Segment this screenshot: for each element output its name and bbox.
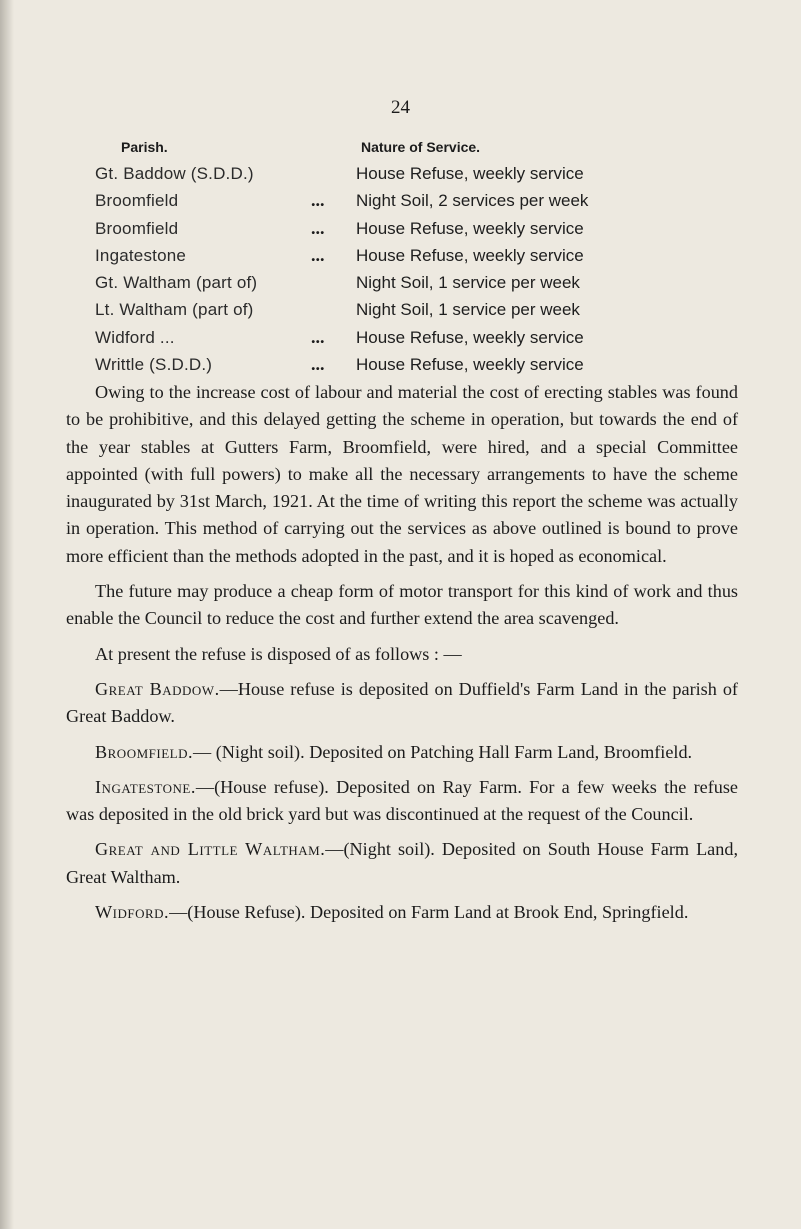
paragraph-stables: Owing to the increase cost of labour and material the cost of erecting stables was found to be prohibitive, and this delayed getting the scheme in operation, but towards the end of the year stables at Gutters Farm, Broomfield, were hired, and a special Committee appointed (with full powers) to make all the necessary arrangements to have the scheme inaugurated by 31st March, 1921. At the time of writing this report the scheme was actually in operation. This method of carrying out the services as above outlined is bound to prove more efficient than the methods adopted in the past, and it is hoped as economical. [66, 382, 738, 566]
parish-cell: Ingatestone [95, 245, 187, 265]
column-header-service: Nature of Service. [361, 139, 481, 155]
leader-dots: ... [311, 244, 325, 265]
leader-dots: ... [311, 190, 325, 211]
parish-cell: Broomfield [95, 191, 179, 211]
parish-cell: Widford ... [95, 327, 175, 347]
table-row [0, 324, 801, 351]
paragraph-text: — (Night soil). Deposited on Patching Hall Farm Land, Broomfield. [193, 741, 693, 762]
table-row [0, 215, 801, 242]
parish-cell: Lt. Waltham (part of) [95, 300, 254, 320]
paragraph-broomfield [66, 739, 738, 766]
paragraph-widford [66, 899, 738, 926]
parish-cell: Broomfield [95, 218, 179, 238]
place-heading: Great Baddow. [95, 678, 220, 699]
paragraph-text: —(House refuse). Deposited on Ray Farm. For a few weeks the refuse was deposited in the old brick yard but was discontinued at the request of the Council. [66, 776, 738, 825]
service-cell: House Refuse, weekly service [356, 355, 584, 375]
parish-cell: Gt. Waltham (part of) [95, 273, 258, 293]
service-cell: House Refuse, weekly service [356, 327, 584, 347]
service-cell: Night Soil, 1 service per week [356, 300, 580, 320]
leader-dots: ... [311, 354, 325, 375]
paragraph-waltham [66, 836, 738, 891]
paragraph-motor-transport: The future may produce a cheap form of motor transport for this kind of work and thus enable the Council to reduce the cost and further extend the area scavenged. [66, 581, 738, 629]
paragraph-ingatestone [66, 774, 738, 829]
table-row [0, 269, 801, 296]
service-cell: Night Soil, 1 service per week [356, 273, 580, 293]
table-row [0, 160, 801, 187]
column-header-parish: Parish. [121, 139, 168, 155]
service-cell: House Refuse, weekly service [356, 164, 584, 183]
leader-dots: ... [311, 326, 325, 347]
table-row [0, 187, 801, 214]
service-cell: Night Soil, 2 services per week [356, 191, 589, 211]
service-cell: House Refuse, weekly service [356, 218, 584, 238]
paragraph-great-baddow [66, 676, 738, 731]
service-cell: House Refuse, weekly service [356, 245, 584, 265]
parish-cell: Gt. Baddow (S.D.D.) [95, 164, 254, 183]
paragraph-text: —(Night soil). Deposited on South House Farm Land, Great Waltham. [66, 839, 738, 887]
page-number: 24 [391, 97, 410, 118]
place-heading: Widford. [95, 902, 170, 923]
parish-cell: Writtle (S.D.D.) [95, 355, 213, 375]
place-heading: Ingatestone. [95, 776, 196, 797]
table-row [0, 296, 801, 323]
report-body [66, 379, 738, 926]
table-row [0, 242, 801, 269]
service-table [0, 160, 801, 378]
paragraph-disposal-intro: At present the refuse is disposed of as follows : — [95, 643, 462, 664]
place-heading: Great and Little Waltham. [95, 839, 326, 860]
leader-dots: ... [311, 217, 325, 238]
table-row [0, 351, 801, 378]
paragraph-text: —(House Refuse). Deposited on Farm Land at Brook End, Springfield. [169, 902, 689, 923]
paragraph-text: —House refuse is deposited on Duffield's Farm Land in the parish of Great Baddow. [66, 678, 738, 727]
place-heading: Broomfield. [95, 741, 194, 762]
